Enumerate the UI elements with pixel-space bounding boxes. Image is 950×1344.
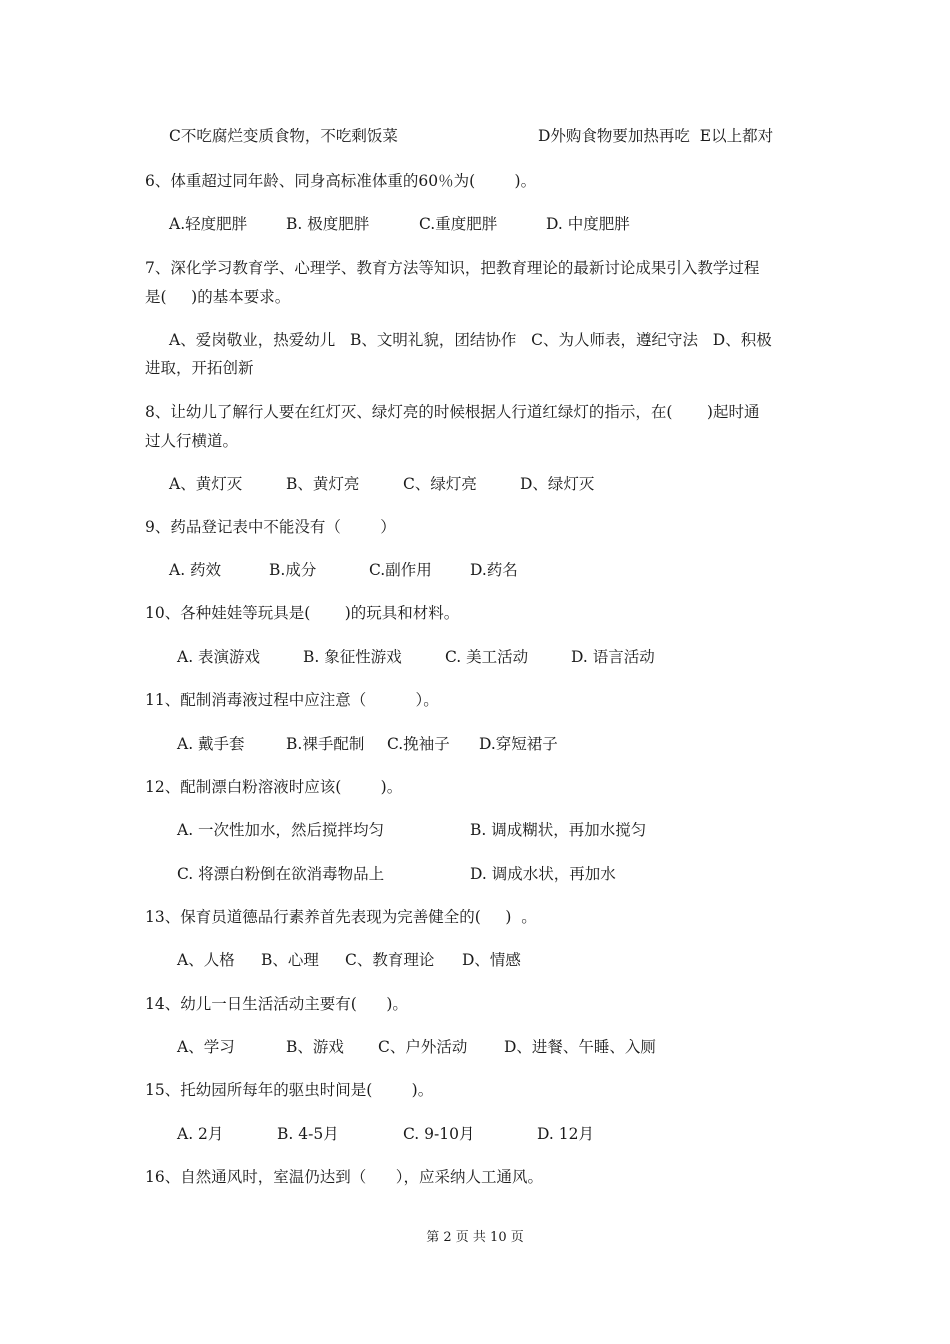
q8-option-d: D、绿灯灭 [520,475,595,493]
q6-option-b: B. 极度肥胖 [286,215,370,233]
question-14: 14、幼儿一日生活活动主要有( )。 [145,995,408,1013]
question-7-line1: 7、深化学习教育学、心理学、教育方法等知识，把教育理论的最新讨论成果引入教学过程 [145,259,760,277]
question-10: 10、各种娃娃等玩具是( )的玩具和材料。 [145,604,460,622]
q14-option-c: C、户外活动 [378,1038,468,1056]
q9-option-c: C.副作用 [369,561,432,579]
question-6: 6、体重超过同年龄、同身高标准体重的60％为( )。 [145,172,537,190]
q6-option-a: A.轻度肥胖 [169,215,248,233]
question-9: 9、药品登记表中不能没有（ ） [145,518,396,536]
q11-option-b: B.裸手配制 [286,735,365,753]
question-11: 11、配制消毒液过程中应注意（ ）。 [145,691,439,709]
q10-option-c: C. 美工活动 [445,648,529,666]
q12-option-c: C. 将漂白粉倒在欲消毒物品上 [177,865,385,883]
question-8-line1: 8、让幼儿了解行人要在红灯灭、绿灯亮的时候根据人行道红绿灯的指示，在( )起时通 [145,403,760,421]
q14-option-a: A、学习 [177,1038,235,1056]
question-15: 15、托幼园所每年的驱虫时间是( )。 [145,1081,434,1099]
q13-option-a: A、人格 [177,951,235,969]
question-13: 13、保育员道德品行素养首先表现为完善健全的( ) 。 [145,908,537,926]
q10-option-a: A. 表演游戏 [177,648,261,666]
q10-option-b: B. 象征性游戏 [303,648,402,666]
q14-option-b: B、游戏 [286,1038,344,1056]
q15-option-b: B. 4-5月 [277,1125,339,1143]
page-footer: 第 2 页 共 10 页 [426,1230,524,1245]
q11-option-d: D.穿短裙子 [479,735,558,753]
q15-option-c: C. 9-10月 [403,1125,475,1143]
option-d-e: D外购食物要加热再吃 E以上都对 [538,127,774,145]
q12-option-d: D. 调成水状，再加水 [470,865,616,883]
q13-option-b: B、心理 [261,951,319,969]
q13-option-d: D、情感 [462,951,521,969]
question-16: 16、自然通风时，室温仍达到（ ），应采纳人工通风。 [145,1168,544,1186]
option-c: C不吃腐烂变质食物，不吃剩饭菜 [169,127,398,145]
q14-option-d: D、进餐、午睡、入厕 [504,1038,656,1056]
q7-options-line1: A、爱岗敬业，热爱幼儿 B、文明礼貌，团结协作 C、为人师表，遵纪守法 D、积极 [169,331,772,349]
q15-option-d: D. 12月 [537,1125,594,1143]
q11-option-a: A. 戴手套 [177,735,245,753]
q8-option-c: C、绿灯亮 [403,475,477,493]
q8-option-a: A、黄灯灭 [169,475,243,493]
q9-option-a: A. 药效 [169,561,222,579]
question-8-line2: 过人行横道。 [145,432,239,450]
q15-option-a: A. 2月 [177,1125,224,1143]
question-7-line2: 是( )的基本要求。 [145,288,291,306]
q7-options-line2: 进取，开拓创新 [145,359,254,377]
q9-option-d: D.药名 [470,561,518,579]
q11-option-c: C.挽袖子 [387,735,450,753]
q12-option-b: B. 调成糊状，再加水搅匀 [470,821,647,839]
q10-option-d: D. 语言活动 [571,648,655,666]
question-12: 12、配制漂白粉溶液时应该( )。 [145,778,403,796]
q12-option-a: A. 一次性加水，然后搅拌均匀 [177,821,385,839]
q6-option-d: D. 中度肥胖 [546,215,630,233]
q9-option-b: B.成分 [269,561,317,579]
q8-option-b: B、黄灯亮 [286,475,360,493]
q6-option-c: C.重度肥胖 [419,215,498,233]
q13-option-c: C、教育理论 [345,951,435,969]
